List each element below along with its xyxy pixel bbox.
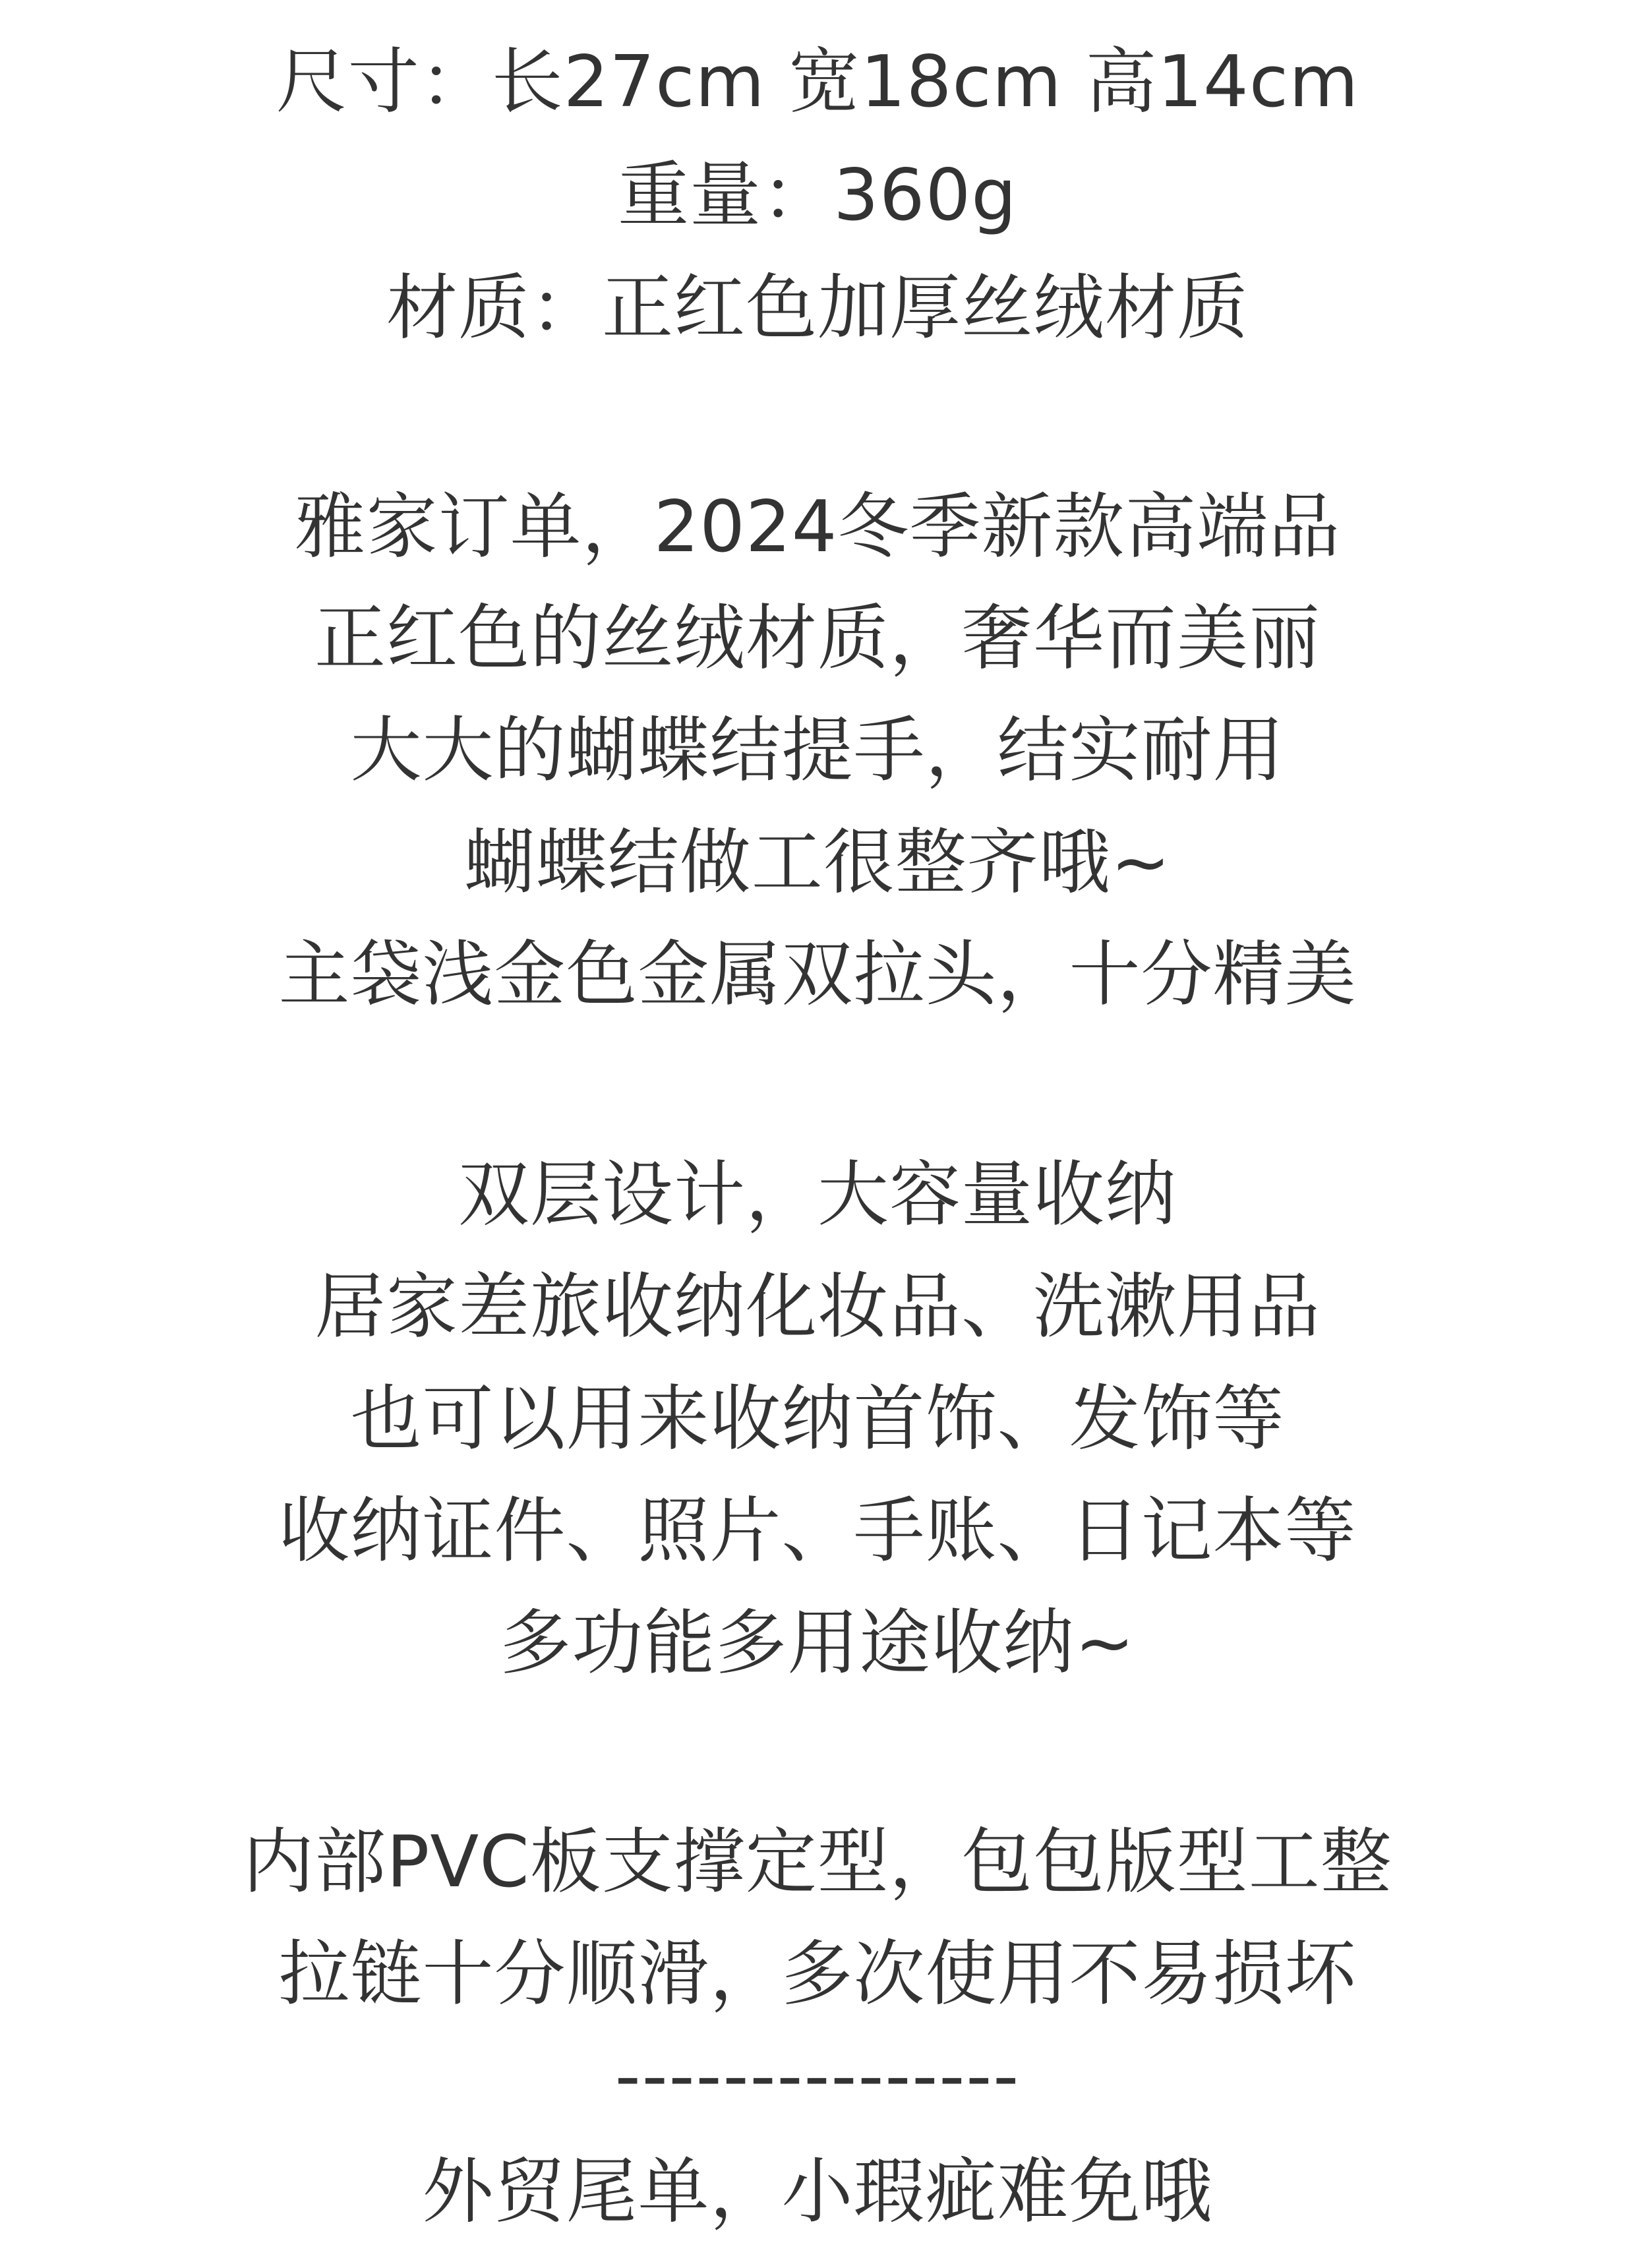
separator-line: --------------- bbox=[614, 2035, 1021, 2118]
usage-line: 居家差旅收纳化妆品、洗漱用品 bbox=[314, 1266, 1321, 1348]
usage-line: 双层设计，大容量收纳 bbox=[458, 1154, 1177, 1236]
intro-line: 蝴蝶结做工很整齐哦~ bbox=[463, 821, 1172, 904]
note-line: 外贸尾单，小瑕疵难免哦 bbox=[422, 2151, 1213, 2233]
usage-line: 也可以用来收纳首饰、发饰等 bbox=[350, 1378, 1285, 1460]
quality-line: 内部PVC板支撑定型，包包版型工整 bbox=[243, 1821, 1392, 1903]
usage-line: 收纳证件、照片、手账、日记本等 bbox=[278, 1490, 1357, 1572]
intro-line: 雅家订单，2024冬季新款高端品 bbox=[294, 486, 1341, 568]
spec-material: 材质：正红色加厚丝绒材质 bbox=[386, 267, 1249, 349]
spec-weight: 重量：360g bbox=[618, 154, 1017, 237]
spec-size: 尺寸：长27cm 宽18cm 高14cm bbox=[276, 41, 1359, 123]
quality-line: 拉链十分顺滑，多次使用不易损坏 bbox=[278, 1933, 1357, 2015]
intro-line: 大大的蝴蝶结提手，结实耐用 bbox=[350, 709, 1285, 792]
intro-line: 主袋浅金色金属双拉头，十分精美 bbox=[278, 934, 1357, 1016]
intro-line: 正红色的丝绒材质，奢华而美丽 bbox=[314, 597, 1321, 680]
usage-line: 多功能多用途收纳~ bbox=[500, 1602, 1135, 1685]
